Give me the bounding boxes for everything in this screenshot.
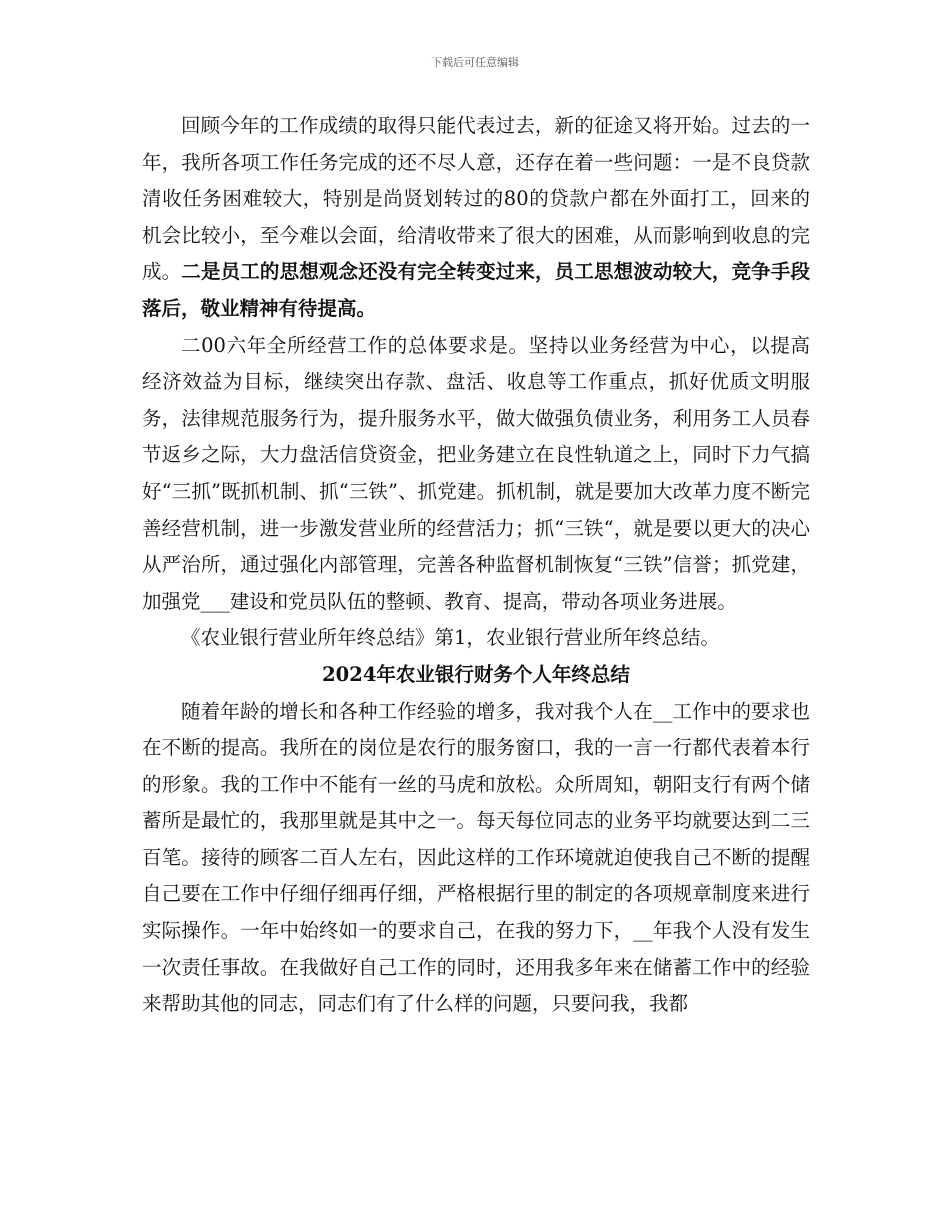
document-body <box>142 108 810 1023</box>
paragraph-reference: 《农业银行营业所年终总结》第1，农业银行营业所年终总结。 <box>181 626 720 650</box>
paragraph-review-text: 回顾今年的工作成绩的取得只能代表过去，新的征途又将开始。过去的一年，我所各项工作任务完成的还不尽人意，还存在着一些问题：一是不良贷款清收任务困难较大，特别是尚贤划转过的80的贷款户都在外面打工，回来的机会比较小，至今难以会面，给清收带来了很大的困难，从而影响到收息的完成。 <box>142 114 810 284</box>
paragraph-requirements: 二00六年全所经营工作的总体要求是。坚持以业务经营为中心，以提高经济效益为目标，继续突出存款、盘活、收息等工作重点，抓好优质文明服务，法律规范服务行为，提升服务水平，做大做强负债业务，利用务工人员春节返乡之际，大力盘活信贷资金，把业务建立在良性轨道之上，同时下力气搞好“三抓”既抓机制、抓“三铁”、抓党建。抓机制，就是要加大改革力度不断完善经营机制，进一步激发营业所的经营活力；抓“三铁“，就是要以更大的决心从严治所，通过强化内部管理，完善各种监督机制恢复“三铁”信誉；抓党建，加强党___建设和党员队伍的整顿、教育、提高，带动各项业务进展。 <box>142 333 810 613</box>
paragraph-review <box>142 108 810 328</box>
paragraph-personal-summary: 随着年龄的增长和各种工作经验的增多，我对我个人在__工作中的要求也在不断的提高。我所在的岗位是农行的服务窗口，我的一言一行都代表着本行的形象。我的工作中不能有一丝的马虎和放松。众所周知，朝阳支行有两个储蓄所是最忙的，我那里就是其中之一。每天每位同志的业务平均就要达到二三百笔。接待的顾客二百人左右，因此这样的工作环境就迫使我自己不断的提醒自己要在工作中仔细仔细再仔细，严格根据行里的制定的各项规章制度来进行实际操作。一年中始终如一的要求自己，在我的努力下，__年我个人没有发生一次责任事故。在我做好自己工作的同时，还用我多年来在储蓄工作中的经验来帮助其他的同志，同志们有了什么样的问题，只要问我，我都 <box>142 699 810 1016</box>
section-title: 2024年农业银行财务个人年终总结 <box>322 662 630 686</box>
paragraph-review-emphasis: 二是员工的思想观念还没有完全转变过来，员工思想波动较大，竞争手段落后，敬业精神有待提高。 <box>142 260 810 320</box>
page-header: 下载后可任意编辑 <box>431 56 519 69</box>
